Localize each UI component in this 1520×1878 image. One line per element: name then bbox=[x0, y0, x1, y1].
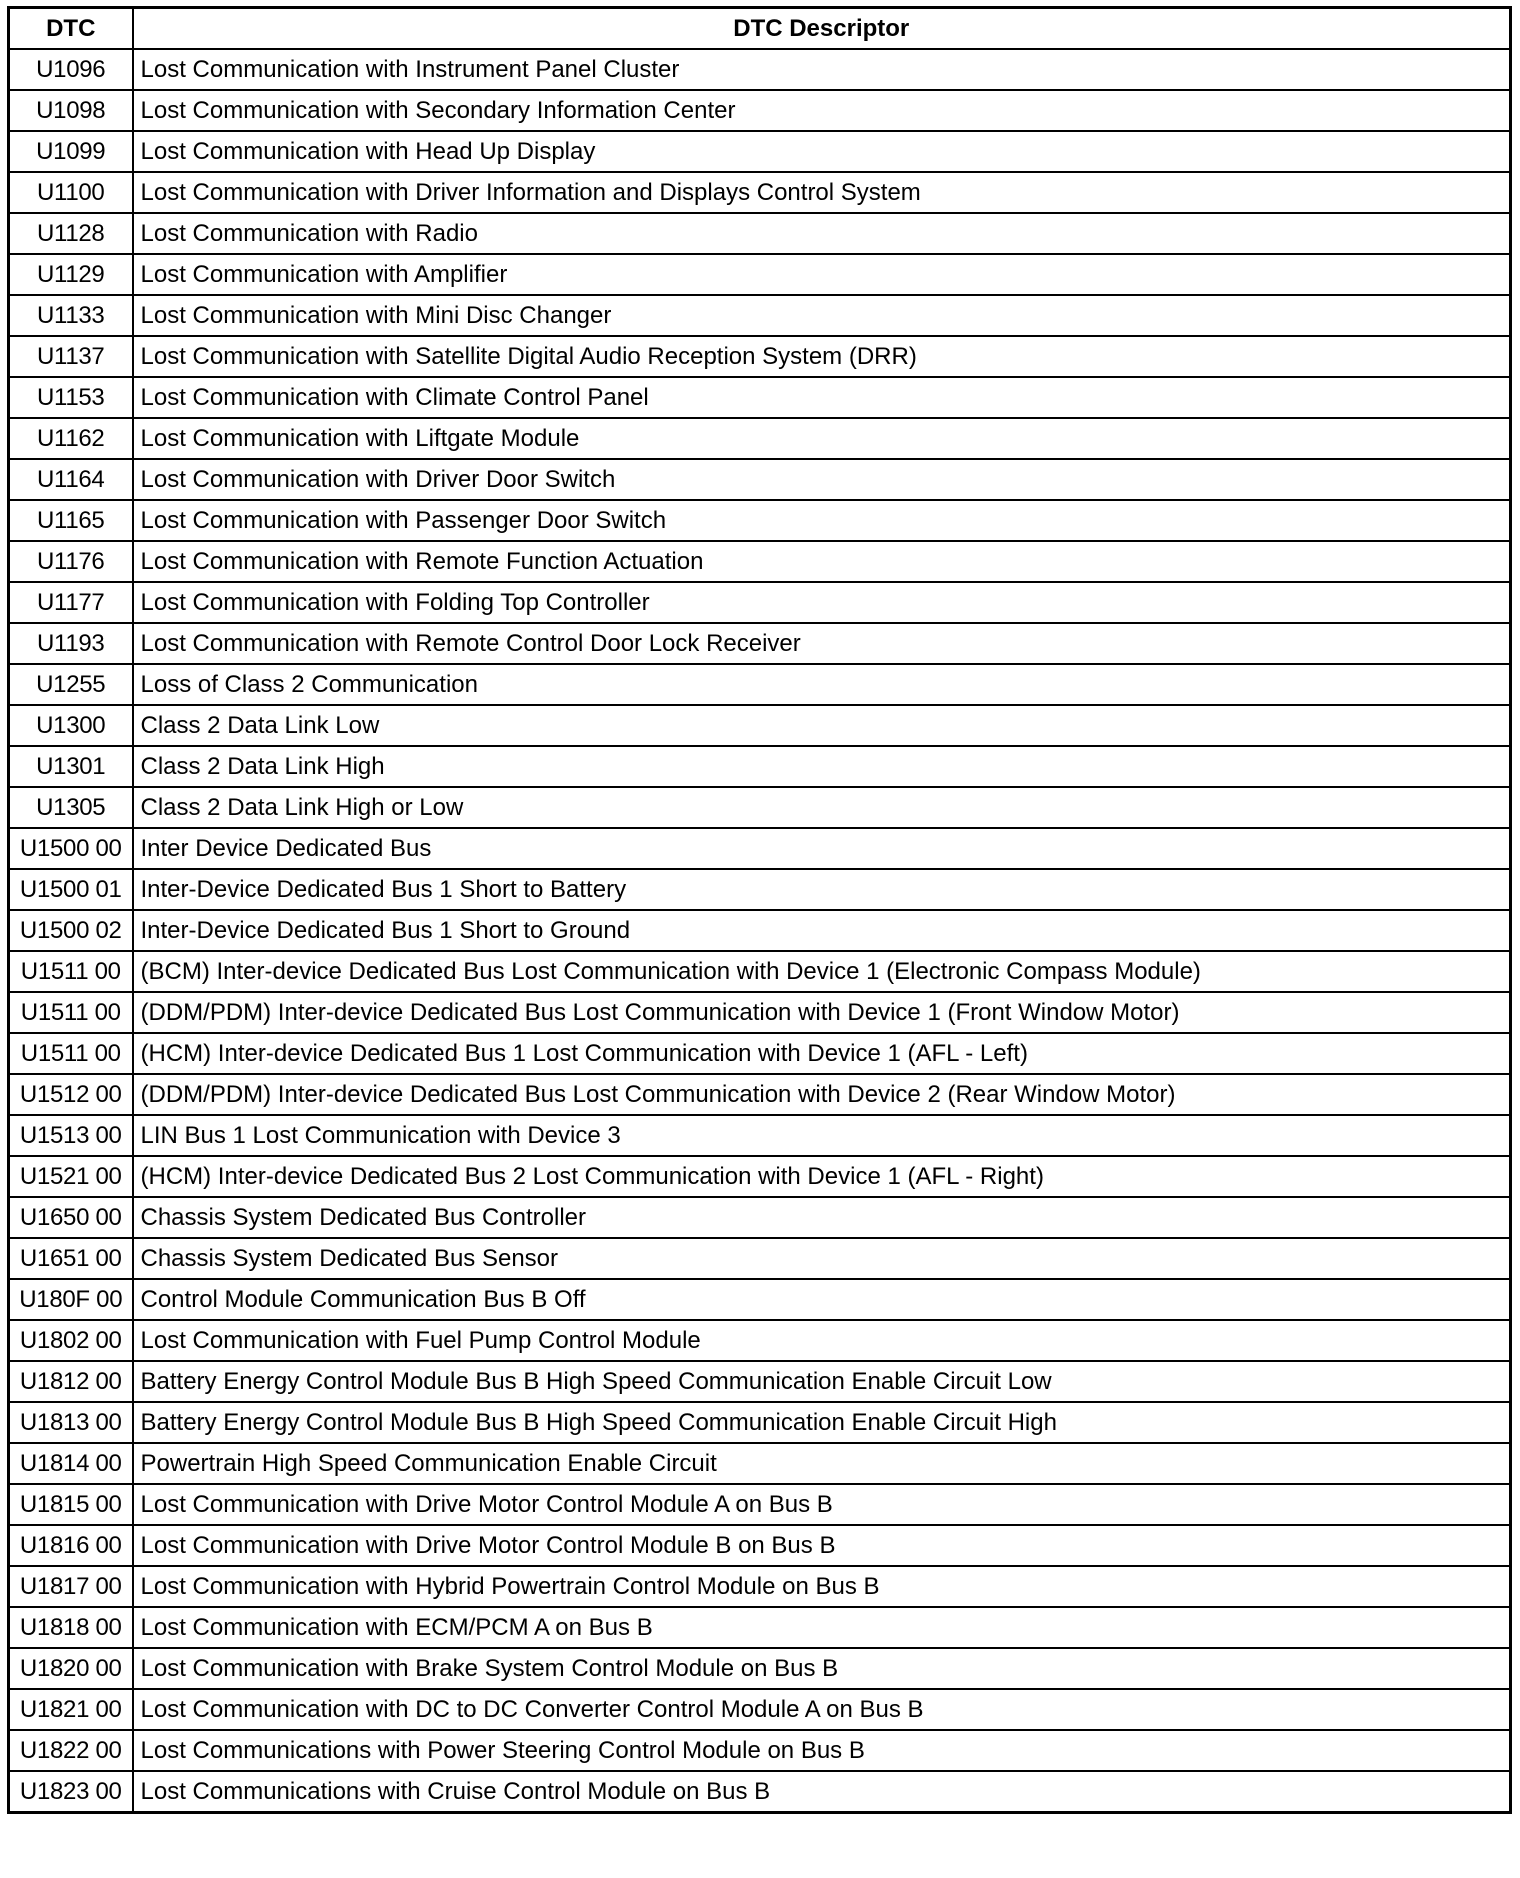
column-header-dtc: DTC bbox=[9, 8, 133, 50]
dtc-descriptor-cell: Lost Communication with Hybrid Powertrain Control Module on Bus B bbox=[133, 1566, 1511, 1607]
dtc-descriptor-cell: Lost Communication with Folding Top Controller bbox=[133, 582, 1511, 623]
table-row bbox=[9, 1566, 1511, 1607]
dtc-code-cell: U1164 bbox=[9, 459, 133, 500]
dtc-code-cell: U1813 00 bbox=[9, 1402, 133, 1443]
table-row bbox=[9, 1238, 1511, 1279]
dtc-code-cell: U1255 bbox=[9, 664, 133, 705]
dtc-descriptor-cell: Lost Communications with Cruise Control Module on Bus B bbox=[133, 1771, 1511, 1813]
dtc-descriptor-cell: (BCM) Inter-device Dedicated Bus Lost Communication with Device 1 (Electronic Compass Module) bbox=[133, 951, 1511, 992]
table-row bbox=[9, 1156, 1511, 1197]
dtc-code-cell: U1128 bbox=[9, 213, 133, 254]
dtc-code-cell: U1512 00 bbox=[9, 1074, 133, 1115]
dtc-descriptor-cell: Lost Communication with Driver Door Switch bbox=[133, 459, 1511, 500]
dtc-code-cell: U1177 bbox=[9, 582, 133, 623]
dtc-code-cell: U1165 bbox=[9, 500, 133, 541]
dtc-code-cell: U1300 bbox=[9, 705, 133, 746]
dtc-descriptor-cell: Lost Communication with Driver Information and Displays Control System bbox=[133, 172, 1511, 213]
dtc-code-cell: U1500 00 bbox=[9, 828, 133, 869]
dtc-code-cell: U1814 00 bbox=[9, 1443, 133, 1484]
table-row bbox=[9, 992, 1511, 1033]
table-row bbox=[9, 1197, 1511, 1238]
dtc-code-cell: U1820 00 bbox=[9, 1648, 133, 1689]
dtc-descriptor-cell: Lost Communication with Mini Disc Changer bbox=[133, 295, 1511, 336]
dtc-code-cell: U1812 00 bbox=[9, 1361, 133, 1402]
dtc-descriptor-cell: Class 2 Data Link Low bbox=[133, 705, 1511, 746]
table-row bbox=[9, 1361, 1511, 1402]
table-row bbox=[9, 787, 1511, 828]
table-row bbox=[9, 582, 1511, 623]
table-row bbox=[9, 1033, 1511, 1074]
table-row bbox=[9, 1689, 1511, 1730]
dtc-descriptor-cell: Lost Communication with DC to DC Converter Control Module A on Bus B bbox=[133, 1689, 1511, 1730]
dtc-code-cell: U1500 02 bbox=[9, 910, 133, 951]
dtc-code-cell: U1305 bbox=[9, 787, 133, 828]
table-row bbox=[9, 623, 1511, 664]
dtc-descriptor-cell: Lost Communication with Radio bbox=[133, 213, 1511, 254]
dtc-descriptor-cell: Lost Communication with Amplifier bbox=[133, 254, 1511, 295]
table-row bbox=[9, 90, 1511, 131]
table-row bbox=[9, 418, 1511, 459]
table-row bbox=[9, 500, 1511, 541]
dtc-code-cell: U1193 bbox=[9, 623, 133, 664]
dtc-descriptor-cell: Lost Communication with ECM/PCM A on Bus B bbox=[133, 1607, 1511, 1648]
table-row bbox=[9, 1730, 1511, 1771]
dtc-code-cell: U1129 bbox=[9, 254, 133, 295]
table-row bbox=[9, 1443, 1511, 1484]
dtc-code-cell: U1099 bbox=[9, 131, 133, 172]
dtc-code-cell: U1511 00 bbox=[9, 951, 133, 992]
dtc-descriptor-cell: Lost Communication with Head Up Display bbox=[133, 131, 1511, 172]
table-row bbox=[9, 295, 1511, 336]
table-header bbox=[9, 8, 1511, 50]
dtc-code-cell: U1821 00 bbox=[9, 1689, 133, 1730]
table-row bbox=[9, 541, 1511, 582]
table-row bbox=[9, 172, 1511, 213]
dtc-code-cell: U1822 00 bbox=[9, 1730, 133, 1771]
dtc-document bbox=[7, 6, 1509, 1814]
dtc-descriptor-cell: Lost Communication with Drive Motor Control Module B on Bus B bbox=[133, 1525, 1511, 1566]
dtc-descriptor-cell: (DDM/PDM) Inter-device Dedicated Bus Lost Communication with Device 1 (Front Window Motor) bbox=[133, 992, 1511, 1033]
table-row bbox=[9, 746, 1511, 787]
dtc-descriptor-cell: Lost Communication with Instrument Panel Cluster bbox=[133, 49, 1511, 90]
table-row bbox=[9, 1607, 1511, 1648]
dtc-code-cell: U1823 00 bbox=[9, 1771, 133, 1813]
dtc-descriptor-cell: (HCM) Inter-device Dedicated Bus 2 Lost Communication with Device 1 (AFL - Right) bbox=[133, 1156, 1511, 1197]
table-row bbox=[9, 131, 1511, 172]
dtc-descriptor-cell: Lost Communication with Satellite Digital Audio Reception System (DRR) bbox=[133, 336, 1511, 377]
dtc-table bbox=[7, 6, 1512, 1814]
table-row bbox=[9, 49, 1511, 90]
dtc-descriptor-cell: Lost Communication with Secondary Information Center bbox=[133, 90, 1511, 131]
dtc-code-cell: U1301 bbox=[9, 746, 133, 787]
dtc-descriptor-cell: Battery Energy Control Module Bus B High Speed Communication Enable Circuit Low bbox=[133, 1361, 1511, 1402]
table-row bbox=[9, 828, 1511, 869]
table-row bbox=[9, 1771, 1511, 1813]
dtc-code-cell: U1817 00 bbox=[9, 1566, 133, 1607]
table-row bbox=[9, 705, 1511, 746]
dtc-descriptor-cell: Loss of Class 2 Communication bbox=[133, 664, 1511, 705]
dtc-descriptor-cell: Inter Device Dedicated Bus bbox=[133, 828, 1511, 869]
dtc-code-cell: U1651 00 bbox=[9, 1238, 133, 1279]
dtc-code-cell: U1511 00 bbox=[9, 1033, 133, 1074]
dtc-descriptor-cell: Lost Communications with Power Steering Control Module on Bus B bbox=[133, 1730, 1511, 1771]
dtc-code-cell: U1176 bbox=[9, 541, 133, 582]
table-row bbox=[9, 1320, 1511, 1361]
dtc-descriptor-cell: Inter-Device Dedicated Bus 1 Short to Battery bbox=[133, 869, 1511, 910]
dtc-descriptor-cell: LIN Bus 1 Lost Communication with Device 3 bbox=[133, 1115, 1511, 1156]
table-row bbox=[9, 664, 1511, 705]
dtc-descriptor-cell: Lost Communication with Brake System Control Module on Bus B bbox=[133, 1648, 1511, 1689]
dtc-code-cell: U180F 00 bbox=[9, 1279, 133, 1320]
dtc-descriptor-cell: Lost Communication with Remote Function Actuation bbox=[133, 541, 1511, 582]
dtc-code-cell: U1096 bbox=[9, 49, 133, 90]
dtc-descriptor-cell: Battery Energy Control Module Bus B High Speed Communication Enable Circuit High bbox=[133, 1402, 1511, 1443]
dtc-code-cell: U1818 00 bbox=[9, 1607, 133, 1648]
table-row bbox=[9, 254, 1511, 295]
dtc-descriptor-cell: Lost Communication with Drive Motor Control Module A on Bus B bbox=[133, 1484, 1511, 1525]
dtc-code-cell: U1100 bbox=[9, 172, 133, 213]
dtc-descriptor-cell: Lost Communication with Passenger Door Switch bbox=[133, 500, 1511, 541]
table-row bbox=[9, 213, 1511, 254]
table-row bbox=[9, 1484, 1511, 1525]
column-header-dtc-descriptor: DTC Descriptor bbox=[133, 8, 1511, 50]
table-row bbox=[9, 910, 1511, 951]
dtc-descriptor-cell: Class 2 Data Link High or Low bbox=[133, 787, 1511, 828]
dtc-code-cell: U1500 01 bbox=[9, 869, 133, 910]
table-row bbox=[9, 336, 1511, 377]
dtc-code-cell: U1511 00 bbox=[9, 992, 133, 1033]
table-row bbox=[9, 1074, 1511, 1115]
dtc-descriptor-cell: Lost Communication with Liftgate Module bbox=[133, 418, 1511, 459]
table-row bbox=[9, 1648, 1511, 1689]
dtc-code-cell: U1815 00 bbox=[9, 1484, 133, 1525]
table-row bbox=[9, 951, 1511, 992]
table-body bbox=[9, 49, 1511, 1813]
header-row bbox=[9, 8, 1511, 50]
dtc-descriptor-cell: (DDM/PDM) Inter-device Dedicated Bus Lost Communication with Device 2 (Rear Window Motor) bbox=[133, 1074, 1511, 1115]
table-row bbox=[9, 1525, 1511, 1566]
dtc-code-cell: U1802 00 bbox=[9, 1320, 133, 1361]
dtc-descriptor-cell: Chassis System Dedicated Bus Sensor bbox=[133, 1238, 1511, 1279]
table-row bbox=[9, 1402, 1511, 1443]
table-row bbox=[9, 1279, 1511, 1320]
dtc-descriptor-cell: Powertrain High Speed Communication Enable Circuit bbox=[133, 1443, 1511, 1484]
dtc-code-cell: U1513 00 bbox=[9, 1115, 133, 1156]
dtc-descriptor-cell: Inter-Device Dedicated Bus 1 Short to Ground bbox=[133, 910, 1511, 951]
dtc-code-cell: U1133 bbox=[9, 295, 133, 336]
dtc-code-cell: U1816 00 bbox=[9, 1525, 133, 1566]
table-row bbox=[9, 869, 1511, 910]
dtc-code-cell: U1162 bbox=[9, 418, 133, 459]
dtc-descriptor-cell: Chassis System Dedicated Bus Controller bbox=[133, 1197, 1511, 1238]
dtc-code-cell: U1153 bbox=[9, 377, 133, 418]
dtc-code-cell: U1098 bbox=[9, 90, 133, 131]
dtc-code-cell: U1137 bbox=[9, 336, 133, 377]
dtc-descriptor-cell: (HCM) Inter-device Dedicated Bus 1 Lost Communication with Device 1 (AFL - Left) bbox=[133, 1033, 1511, 1074]
dtc-descriptor-cell: Class 2 Data Link High bbox=[133, 746, 1511, 787]
dtc-code-cell: U1521 00 bbox=[9, 1156, 133, 1197]
dtc-descriptor-cell: Control Module Communication Bus B Off bbox=[133, 1279, 1511, 1320]
table-row bbox=[9, 1115, 1511, 1156]
dtc-code-cell: U1650 00 bbox=[9, 1197, 133, 1238]
dtc-descriptor-cell: Lost Communication with Remote Control Door Lock Receiver bbox=[133, 623, 1511, 664]
dtc-descriptor-cell: Lost Communication with Fuel Pump Control Module bbox=[133, 1320, 1511, 1361]
table-row bbox=[9, 459, 1511, 500]
dtc-descriptor-cell: Lost Communication with Climate Control Panel bbox=[133, 377, 1511, 418]
table-row bbox=[9, 377, 1511, 418]
